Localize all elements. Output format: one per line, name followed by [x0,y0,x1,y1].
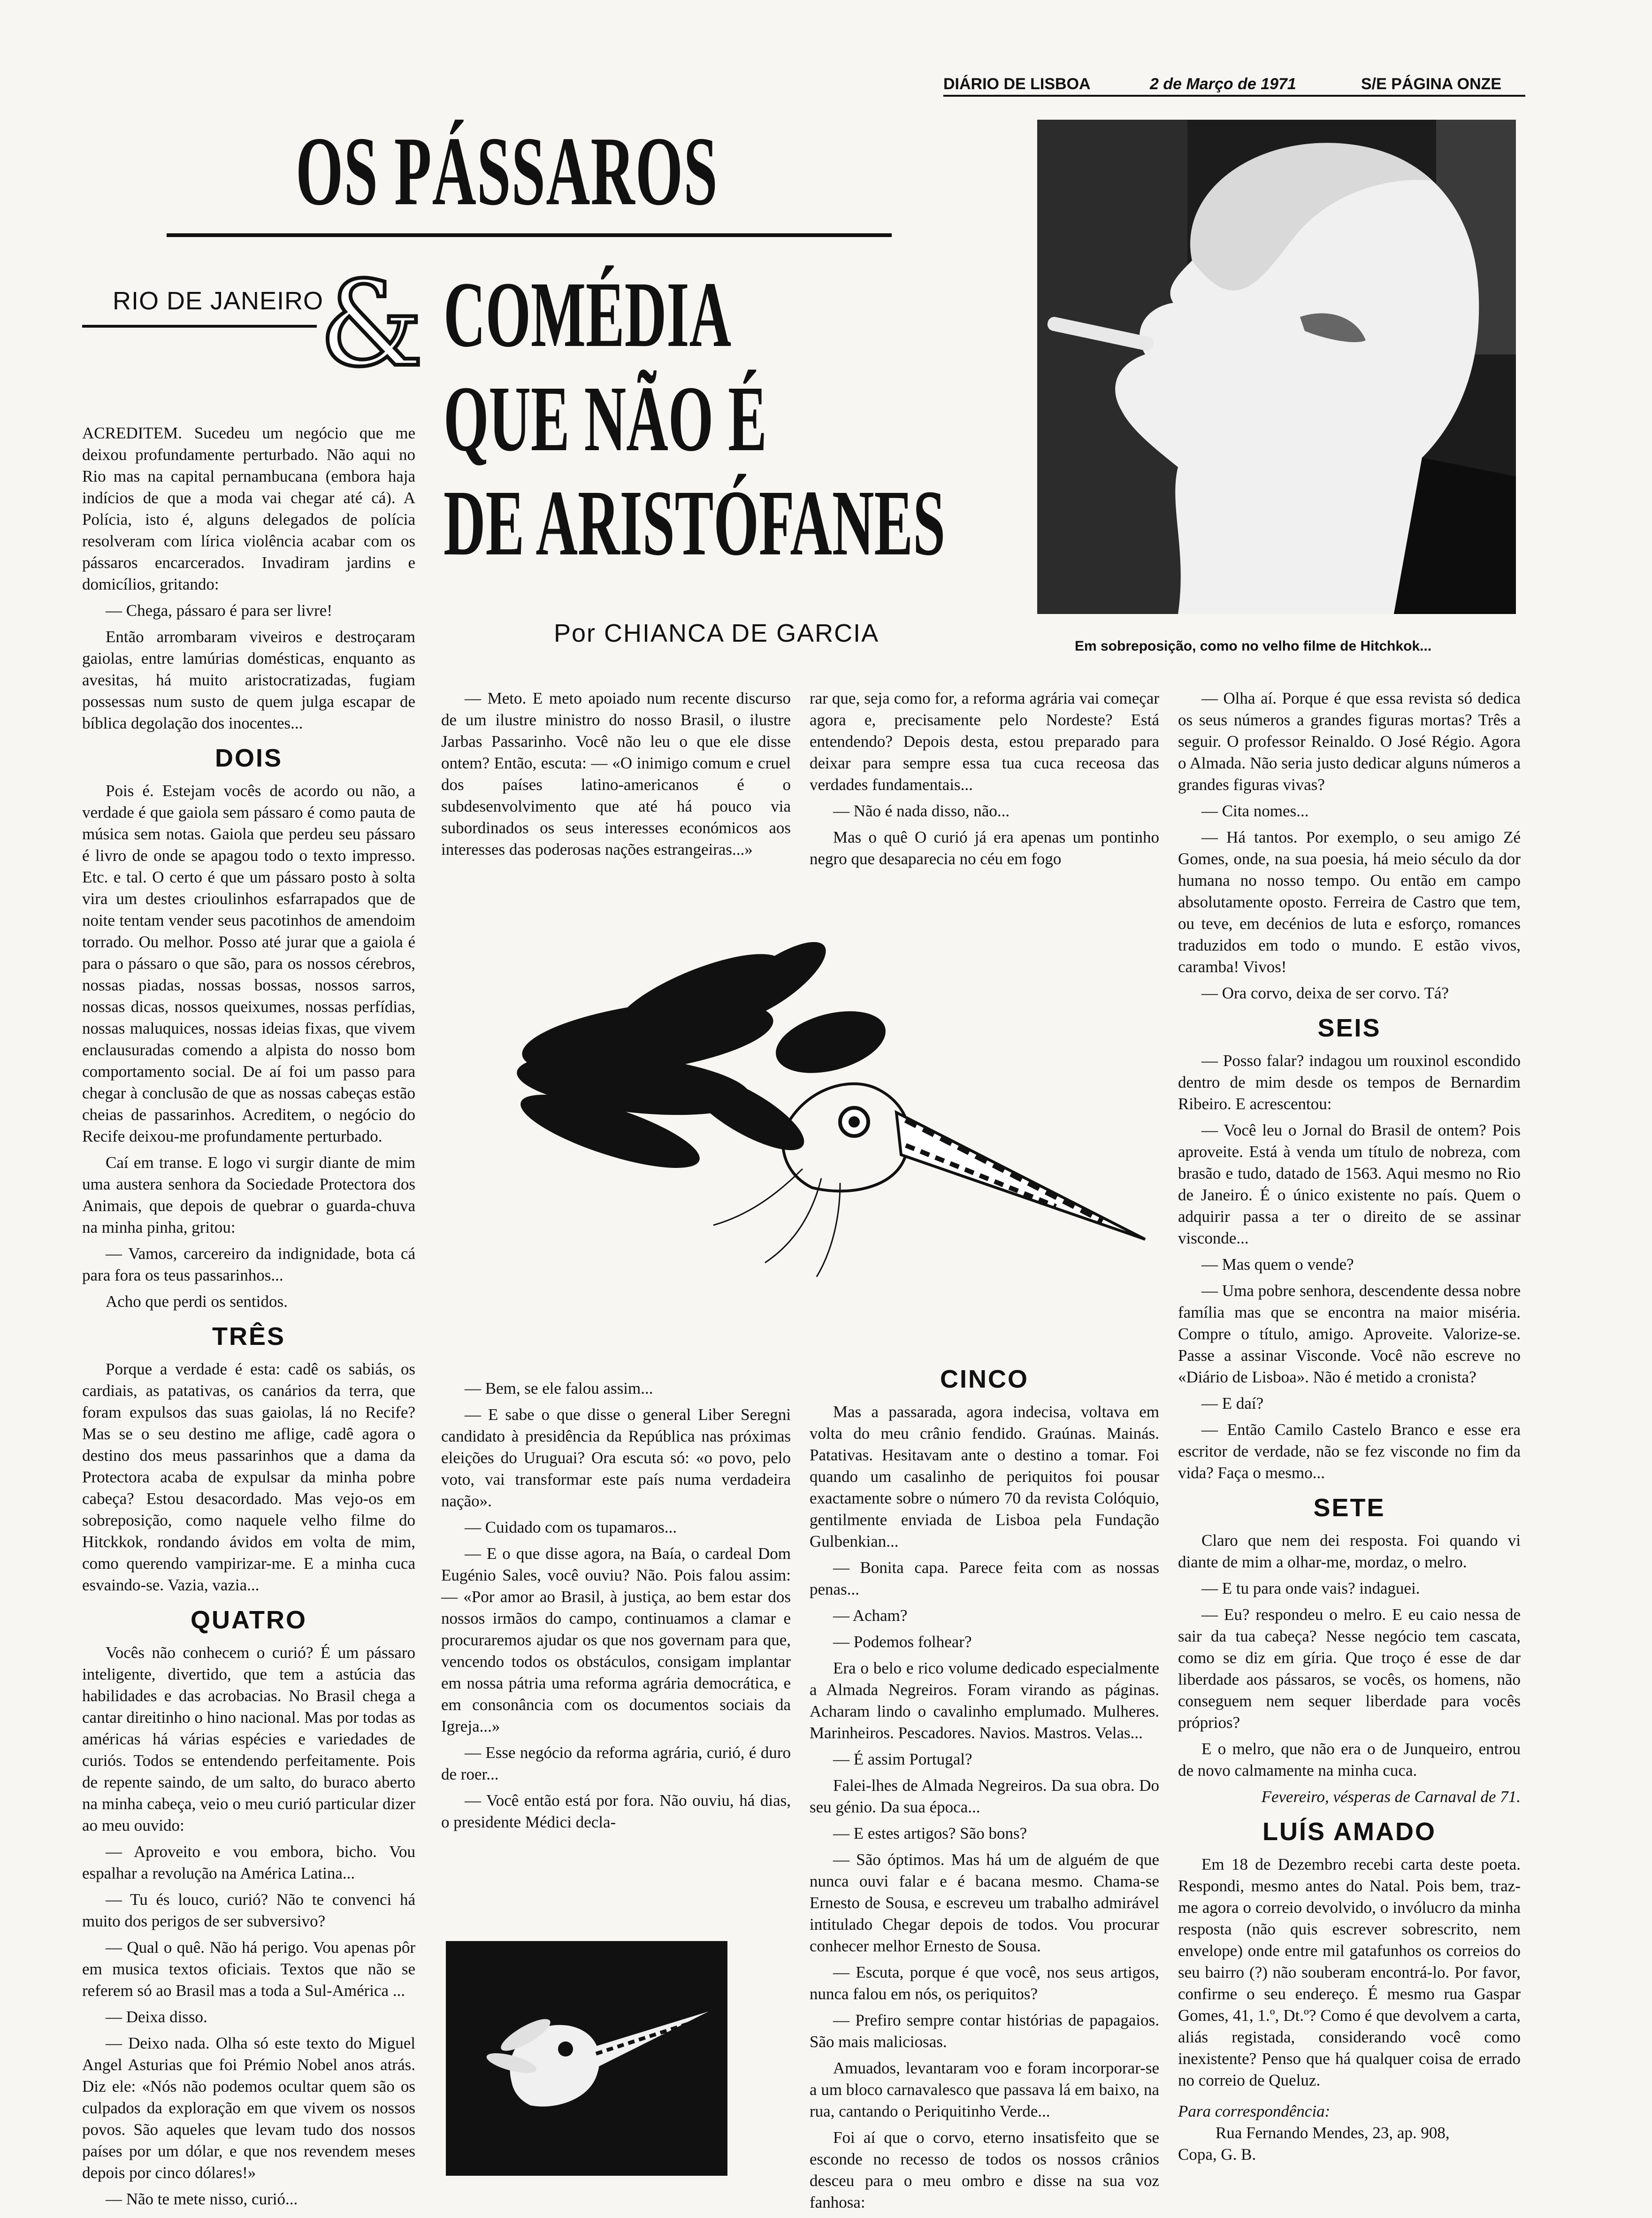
dateline-rule [82,325,317,328]
paragraph: Pois é. Estejam vocês de acordo ou não, a verdade é que gaiola sem pássaro é como pauta de música sem notas. Gaiola que perdeu seu pássaro é livro de onde se apagou todo o texto impresso. Etc. e tal. O certo é que um pássaro posto à solta vira um destes crioulinhos esfarrapados que de noite tentam vender seus pacotinhos de amendoim torrado. Ou melhor. Posso até jurar que a gaiola é para o pássaro o que são, para os nossos cérebros, nossas piadas, nossas bossas, nossos sarros, nossas dicas, nossos queixumes, nossas perfídias, nossas maluquices, nossas ideias fixas, que vivem enclausuradas comendo a alpista do nosso bom comportamento social. De aí foi um passo para chegar à conclusão de que as nossas cabeças estão cheias de passarinhos. Acreditem, o negócio do Recife deixou-me profundamente perturbado. [82,782,415,1145]
byline: Por CHIANCA DE GARCIA [554,619,880,647]
paragraph: — Ora corvo, deixa de ser corvo. Tá? [1201,984,1449,1002]
paragraph: — Cuidado com os tupamaros... [465,1518,677,1536]
paragraph: — Eu? respondeu o melro. E eu caio nessa de sair da tua cabeça? Nesse negócio tem cascata, como se diz em gíria. Que troço é esse de dar liberdade aos pássaros, se vocês, os homens, não conseguem nem sequer liberdade para vocês próprios? [1178,1605,1521,1732]
paragraph: Claro que nem dei resposta. Foi quando vi diante de mim a olhar-me, mordaz, o melro. [1178,1531,1521,1571]
portrait-photo [1037,120,1516,614]
paragraph: — Prefiro sempre contar histórias de papagaios. São mais maliciosas. [810,2011,1159,2051]
paragraph: Era o belo e rico volume dedicado especialmente a Almada Negreiros. Foram virando as páginas. Acharam lindo o cavalinho emplumado. Mulheres. Marinheiros. Pescadores. Navios. Mastros. Velas... [810,1659,1159,1742]
paragraph: — Uma pobre senhora, descendente dessa nobre família mas que se encontra na maior miséria. Compre o título, amigo. Aproveite. Valorize-se. Passe a assinar Visconde. Você não escreve no «Diário de Lisboa». Não é metido a cronista? [1178,1282,1521,1386]
portrait-silhouette-image [1037,120,1516,614]
paragraph: Falei-lhes de Almada Negreiros. Da sua obra. Do seu génio. Da sua época... [810,1776,1159,1816]
paragraph: — Tu és louco, curió? Não te convenci há muito dos perigos de ser subversivo? [82,1890,415,1930]
dateline: RIO DE JANEIRO [113,287,324,315]
section-heading-luis-amado: LUÍS AMADO [1262,1818,1436,1846]
paragraph: — Acham? [833,1606,908,1625]
paragraph: — Não te mete nisso, curió... [106,2190,298,2208]
paragraph: — É assim Portugal? [833,1750,972,1768]
small-bird-illustration [446,1941,727,2176]
paragraph: — Podemos folhear? [833,1633,972,1651]
paragraph: — Cita nomes... [1201,802,1309,820]
paragraph: Mas o quê O curió já era apenas um pontinho negro que desaparecia no céu em fogo [810,828,1159,868]
newspaper-name: DIÁRIO DE LISBOA [943,75,1091,93]
paragraph: — Não é nada disso, não... [833,802,1010,820]
paragraph: Em 18 de Dezembro recebi carta deste poeta. Respondi, mesmo antes do Natal. Pois bem, traz-me agora o correio devolvido, o invólucro da minha resposta (não quis escrever sobrescrito, nem envelope) onde entre mil gatafunhos os correios do seu bairro (?) não souberam encontrá-lo. Por favor, confirme o seu endereço. É mesmo rua Gaspar Gomes, 41, 1.º, Dt.º? Como é que devolvem a carta, aliás registada, considerando você como inexistente? Penso que há qualquer coisa de errado no correio de Queluz. [1178,1855,1521,2089]
section-heading-sete: SETE [1313,1494,1385,1522]
headline-main: OS PÁSSAROS [296,117,718,226]
headline-rule [167,233,892,237]
paragraph: Acho que perdi os sentidos. [106,1292,288,1311]
paragraph: — Então Camilo Castelo Branco e esse era escritor de verdade, não se fez visconde no fim da vida? Faça o mesmo... [1178,1420,1521,1482]
paragraph: — Chega, pássaro é para ser livre! [106,601,332,620]
paragraph: — Deixa disso. [106,2008,207,2026]
article-column-2-bottom [441,1378,791,1838]
article-column-4 [1178,688,1521,2165]
photo-caption: Em sobreposição, como no velho filme de Hitchkok... [1075,638,1432,654]
headline-line: QUE NÃO É [444,367,767,471]
paragraph: — Há tantos. Por exemplo, o seu amigo Zé Gomes, onde, na sua poesia, há meio século da dor humana no nosso tempo. Ou então em campo absolutamente oposto. Ferreira de Castro que tem, ou teve, em decénios de luta e esforço, romances traduzidos em todo o mundo. E estão vivos, caramba! Vivos! [1178,828,1521,976]
paragraph: — E daí? [1201,1394,1264,1412]
section-heading-cinco: CINCO [940,1365,1029,1393]
paragraph: E o melro, que não era o de Junqueiro, entrou de novo calmamente na minha cuca. [1178,1740,1521,1780]
paragraph: Porque a verdade é esta: cadê os sabiás, os cardiais, as patativas, os canários da terra, que foram expulsos das suas gaiolas, lá no Recife? Mas se o seu destino me aflige, cadê agora o destino dos meus passarinhos que a dama da Protectora acaba de expulsar da minha pobre cabeça? Estou desacordado. Mas vejo-os em sobreposição, como naquele velho filme do Hitckkok, rondando ávidos em volta de mim, como querendo vampirizar-me. E a minha cuca esvaindo-se. Vazia, vazia... [82,1360,415,1594]
dateline-signature: Fevereiro, vésperas de Carnaval de 71. [1261,1788,1521,1806]
section-heading-quatro: QUATRO [191,1606,307,1634]
paragraph: — E o que disse agora, na Baía, o cardeal Dom Eugénio Sales, você ouviu? Não. Pois falou assim: — «Por amor ao Brasil, à justiça, ao bem estar dos nossos irmãos do campo, continuamos a clamar e procuraremos ajudar os que nos governam para que, vencendo todos os obstáculos, consigam implantar em nossa pátria uma reforma agrária democrática, e em consonância com os documentos sociais da Igreja...» [441,1544,791,1735]
section-heading-dois: DOIS [214,744,283,772]
correspondence-address: Copa, G. B. [1178,2145,1256,2164]
correspondence-address: Rua Fernando Mendes, 23, ap. 908, [1216,2124,1450,2142]
article-column-1 [82,422,415,2215]
headline-line: DE ARISTÓFANES [444,471,946,575]
paragraph: ACREDITEM. Sucedeu um negócio que me deixou profundamente perturbado. Não aqui no Rio mas na capital pernambucana (embora haja indícios de que a moda vai chegar até cá). A Polícia, isto é, alguns delegados de polícia resolveram com lírica violência acabar com os pássaros encarcerados. Invadiram jardins e domicílios, gritando: [82,424,415,593]
paragraph: Vocês não conhecem o curió? É um pássaro inteligente, divertido, que tem a astúcia das habilidades e das acrobacias. No Brasil chega a cantar direitinho o hino nacional. Mas por todas as américas há várias espécies e variedades de curiós. Todos se entendendo perfeitamente. Pois de repente saindo, de um salto, do buraco aberto na minha cabeça, veio o meu curió particular dizer ao meu ouvido: [82,1643,415,1834]
paragraph: — Qual o quê. Não há perigo. Vou apenas pôr em musica textos oficiais. Textos que não se referem só ao Brasil mas a toda a Sul-América ... [82,1938,415,2000]
issue-date: 2 de Março de 1971 [1150,75,1296,93]
paragraph: — Olha aí. Porque é que essa revista só dedica os seus números a grandes figuras mortas? Três a seguir. O professor Reinaldo. O José Régio. Agora o Almada. Não seria justo dedicar alguns números a grandes figuras vivas? [1178,689,1521,794]
paragraph: — Vamos, carcereiro da indignidade, bota cá para fora os teus passarinhos... [82,1244,415,1284]
article-column-3-top [810,688,1159,875]
article-column-3-bottom [810,1365,1159,2218]
section-heading-seis: SEIS [1317,1014,1381,1042]
paragraph: — E sabe o que disse o general Liber Seregni candidato à presidência da República nas próximas eleições do Uruguai? Ora escuta só: «o povo, pelo voto, vai transformar este país numa verdadeira nação». [441,1405,791,1510]
page-header [943,70,1525,99]
paragraph: — Meto. E meto apoiado num recente discurso de um ilustre ministro do nosso Brasil, o ilustre Jarbas Passarinho. Você não leu o que ele disse ontem? Então, escuta: — «O inimigo comum e cruel dos países latino-americanos é o subdesenvolvimento que até há pouco via subordinados os seus interesses económicos aos interesses das poderosas nações estrangeiras...» [441,689,791,859]
section-heading-tres: TRÊS [212,1322,286,1351]
paragraph: — Você leu o Jornal do Brasil de ontem? Pois aproveite. Está à venda um título de nobreza, com brasão e tudo, datado de 1563. Aqui mesmo no Rio de Janeiro. É o único existente no país. Quem o adquirir passa a ter o direito de se assinar visconde... [1178,1121,1521,1247]
bird-illustration [493,934,1150,1286]
article-column-2-top [441,688,791,865]
paragraph: Então arrombaram viveiros e destroçaram gaiolas, entre lamúrias domésticas, enquanto as avesitas, há muito aristocratizadas, fugiam possessas num susto de quem julga escapar de bíblica degolação dos inocentes... [82,628,415,732]
paragraph: — Deixo nada. Olha só este texto do Miguel Angel Asturias que foi Prémio Nobel anos atrás. Diz ele: «Nós não podemos ocultar quem são os culpados da exploração em que vivem os nossos povos. São aqueles que levam tudo dos nossos países por um dólar, e que nos revendem meses depois por cinco dólares!» [82,2034,415,2182]
headline-line: COMÉDIA [444,263,732,367]
paragraph: — Aproveito e vou embora, bicho. Vou espalhar a revolução na América Latina... [82,1842,415,1882]
paragraph: — Escuta, porque é que você, nos seus artigos, nunca falou em nós, os periquitos? [810,1963,1159,2003]
paragraph: — Posso falar? indagou um rouxinol escondido dentro de mim desde os tempos de Bernardim Ribeiro. E acrescentou: [1178,1051,1521,1113]
header-rule [943,95,1525,97]
paragraph: Amuados, levantaram voo e foram incorporar-se a um bloco carnavalesco que passava lá em baixo, na rua, cantando o Periquitinho Verde... [810,2059,1159,2120]
paragraph: — Você então está por fora. Não ouviu, há dias, o presidente Médici decla- [441,1791,791,1831]
paragraph: — E estes artigos? São bons? [833,1824,1027,1842]
paragraph: — E tu para onde vais? indaguei. [1201,1579,1420,1597]
paragraph: — Mas quem o vende? [1201,1255,1354,1274]
paragraph: Mas a passarada, agora indecisa, voltava em volta do meu crânio fendido. Graúnas. Mainás. Patativas. Hesitavam ante o destino a tomar. Foi quando um casalinho de periquitos foi pousar exactamente sobre o número 70 da revista Colóquio, gentilmente enviada de Lisboa pela Fundação Gulbenkian... [810,1403,1159,1550]
paragraph: Caí em transe. E logo vi surgir diante de mim uma austera senhora da Sociedade Protectora dos Animais, que depois de quebrar o guarda-chuva na minha pinha, gritou: [82,1153,415,1236]
paragraph: rar que, seja como for, a reforma agrária vai começar agora e, precisamente pelo Nordeste? Está entendendo? Depois desta, estou preparado para deixar para sempre essa tua cuca receosa das verdades fundamentais... [810,689,1159,794]
paragraph: — Bem, se ele falou assim... [465,1379,653,1397]
ampersand: & [319,256,424,392]
paragraph: — Esse negócio da reforma agrária, curió, é duro de roer... [441,1743,791,1783]
correspondence-label: Para correspondência: [1178,2102,1331,2120]
paragraph: Foi aí que o corvo, eterno insatisfeito que se esconde no recesso de todos os nossos crânios desceu para o meu ombro e disse na sua voz fanhosa: [810,2128,1159,2211]
page-number: S/E PÁGINA ONZE [1361,75,1502,93]
paragraph: — São óptimos. Mas há um de alguém de que nunca ouvi falar e é bacana mesmo. Chama-se Ernesto de Sousa, e escreveu um trabalho admirável intitulado Chegar depois de todos. Vou procurar conhecer melhor Ernesto de Sousa. [810,1850,1159,1955]
headline-secondary [444,263,945,576]
paragraph: — Bonita capa. Parece feita com as nossas penas... [810,1558,1159,1598]
